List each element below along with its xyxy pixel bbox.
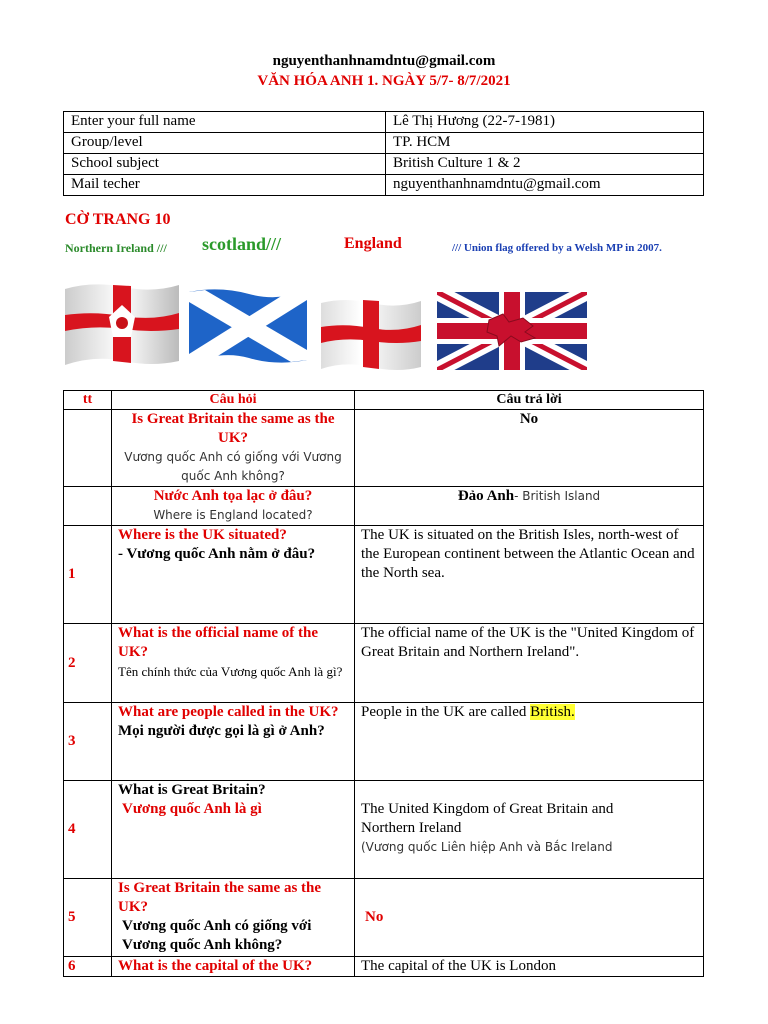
- row-number: 2: [64, 624, 112, 703]
- question-vi: Vương quốc Anh có giống với Vương quốc Anh không?: [122, 918, 312, 953]
- info-label: School subject: [64, 154, 386, 175]
- table-row: [64, 781, 704, 879]
- scotland-flag-image: [187, 286, 309, 366]
- info-value: nguyenthanhnamdntu@gmail.com: [386, 175, 704, 196]
- table-row: [64, 487, 704, 526]
- question-cell: [112, 879, 355, 957]
- document-title: VĂN HÓA ANH 1. NGÀY 5/7- 8/7/2021: [257, 73, 511, 89]
- answer-bold: Đảo Anh: [457, 488, 515, 504]
- info-value: TP. HCM: [386, 133, 704, 154]
- question-en: What is Great Britain?: [118, 782, 266, 798]
- header-tt: tt: [64, 391, 112, 410]
- england-flag-image: [319, 297, 423, 373]
- info-row: [64, 112, 704, 133]
- question-vi: - Vương quốc Anh nằm ở đâu?: [118, 546, 316, 562]
- question-en: Is Great Britain the same as the UK?: [131, 411, 335, 446]
- info-value: British Culture 1 & 2: [386, 154, 704, 175]
- info-label: Group/level: [64, 133, 386, 154]
- question-en: Is Great Britain the same as the UK?: [118, 880, 322, 915]
- row-number: [64, 410, 112, 487]
- question-vi: Mọi người được gọi là gì ở Anh?: [118, 723, 325, 739]
- info-label: Mail techer: [64, 175, 386, 196]
- header-answer: Câu trả lời: [355, 391, 704, 410]
- header-email: nguyenthanhnamdntu@gmail.com: [272, 53, 496, 69]
- table-row: [64, 703, 704, 781]
- question-en: Nước Anh tọa lạc ở đâu?: [153, 488, 313, 504]
- table-row: [64, 957, 704, 977]
- answer-rest: - British Island: [514, 489, 601, 503]
- info-row: [64, 133, 704, 154]
- northern-ireland-flag-image: [63, 281, 181, 367]
- question-cell: [112, 957, 355, 977]
- qa-header-row: [64, 391, 704, 410]
- answer-cell: No: [355, 879, 704, 957]
- answer-highlight: British.: [530, 704, 575, 720]
- answer-cell: [355, 781, 704, 879]
- table-row: [64, 879, 704, 957]
- question-cell: [112, 410, 355, 487]
- question-cell: [112, 781, 355, 879]
- question-cell: [112, 703, 355, 781]
- question-vi: Vương quốc Anh là gì: [122, 801, 262, 817]
- row-number: 3: [64, 703, 112, 781]
- answer-text: The United Kingdom of Great Britain and Northern Ireland: [361, 801, 614, 836]
- row-number: 1: [64, 526, 112, 624]
- table-row: [64, 410, 704, 487]
- info-label: Enter your full name: [64, 112, 386, 133]
- label-scotland: scotland///: [202, 234, 282, 254]
- answer-cell: The official name of the UK is the "United Kingdom of Great Britain and Northern Ireland".: [355, 624, 704, 703]
- question-en: What are people called in the UK?: [118, 704, 339, 720]
- table-row: [64, 526, 704, 624]
- qa-table: [63, 390, 704, 977]
- answer-cell: The UK is situated on the British Isles, north-west of the European continent between the Atlantic Ocean and the North sea.: [355, 526, 704, 624]
- answer-cell: No: [355, 410, 704, 487]
- label-england: England: [344, 235, 402, 252]
- row-number: [64, 487, 112, 526]
- row-number: 5: [64, 879, 112, 957]
- row-number: 6: [64, 957, 112, 977]
- info-row: [64, 154, 704, 175]
- answer-cell: The capital of the UK is London: [355, 957, 704, 977]
- answer-vi: (Vương quốc Liên hiệp Anh và Bắc Ireland: [361, 840, 613, 854]
- question-en: What is the official name of the UK?: [118, 625, 318, 660]
- answer-cell: [355, 487, 704, 526]
- question-en: What is the capital of the UK?: [118, 958, 313, 974]
- label-union-flag: /// Union flag offered by a Welsh MP in 2007.: [452, 242, 662, 254]
- label-northern-ireland: Northern Ireland ///: [65, 241, 167, 255]
- row-number: 4: [64, 781, 112, 879]
- header-question: Câu hỏi: [112, 391, 355, 410]
- question-vi: Where is England located?: [153, 508, 313, 522]
- info-row: [64, 175, 704, 196]
- table-row: [64, 624, 704, 703]
- info-value: Lê Thị Hương (22-7-1981): [386, 112, 704, 133]
- union-flag-image: [437, 292, 587, 370]
- question-en: Where is the UK situated?: [118, 527, 287, 543]
- question-cell: [112, 526, 355, 624]
- section-title: CỜ TRANG 10: [65, 211, 171, 228]
- question-vi: Vương quốc Anh có giống với Vương quốc Anh không?: [124, 450, 342, 483]
- question-vi: Tên chính thức của Vương quốc Anh là gì?: [118, 664, 343, 679]
- answer-cell: [355, 703, 704, 781]
- question-cell: [112, 624, 355, 703]
- answer-text: People in the UK are called: [361, 704, 531, 720]
- question-cell: [112, 487, 355, 526]
- info-table: [63, 111, 704, 196]
